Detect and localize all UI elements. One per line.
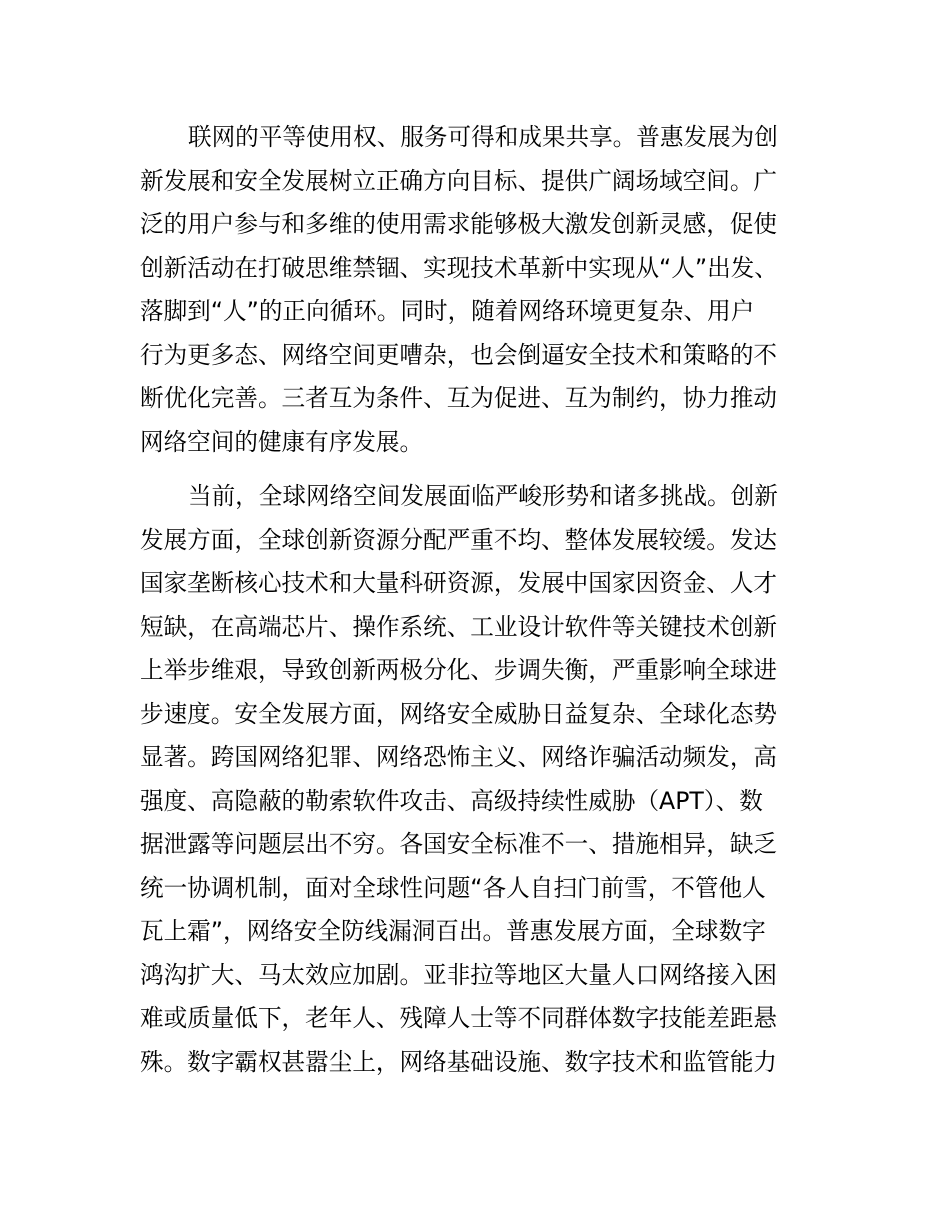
paragraph-1-line: 创新活动在打破思维禁锢、实现技术革新中实现从“人”出发、 [140,253,778,282]
paragraph-1-line: 新发展和安全发展树立正确方向目标、提供广阔场域空间。广 [140,166,778,195]
paragraph-2-line: 瓦上霜”，网络安全防线漏洞百出。普惠发展方面，全球数字 [140,917,766,945]
document-body [140,116,820,1084]
paragraph-2-line: 国家垄断核心技术和大量科研资源，发展中国家因资金、人才 [140,569,778,597]
paragraph-1-line: 断优化完善。三者互为条件、互为促进、互为制约，协力推动 [140,384,778,412]
paragraph-2-line: 上举步维艰，导致创新两极分化、步调失衡，严重影响全球进 [140,656,778,684]
paragraph-1-line: 联网的平等使用权、服务可得和成果共享。普惠发展为创 [188,123,778,151]
paragraph-2-line: 据泄露等问题层出不穷。各国安全标准不一、措施相异，缺乏 [140,830,778,858]
paragraph-2-line: 显著。跨国网络犯罪、网络恐怖主义、网络诈骗活动频发，高 [140,743,778,771]
paragraph-1-line: 行为更多态、网络空间更嘈杂，也会倒逼安全技术和策略的不 [140,340,778,369]
paragraph-spacer [140,464,820,475]
paragraph-2-line: 短缺，在高端芯片、操作系统、工业设计软件等关键技术创新 [140,612,778,641]
paragraph-2-line: 强度、高隐蔽的勒索软件攻击、高级持续性威胁（APT）、数 [140,786,763,815]
paragraph-2-line: 鸿沟扩大、马太效应加剧。亚非拉等地区大量人口网络接入困 [140,960,778,989]
paragraph-1-line: 泛的用户参与和多维的使用需求能够极大激发创新灵感，促使 [140,210,778,238]
paragraph-2-line: 步速度。安全发展方面，网络安全威胁日益复杂、全球化态势 [140,699,778,728]
paragraph-1-line: 网络空间的健康有序发展。 [140,427,424,456]
paragraph-2-line: 统一协调机制，面对全球性问题“各人自扫门前雪，不管他人 [140,873,766,902]
paragraph-2-line: 当前，全球网络空间发展面临严峻形势和诸多挑战。创新 [188,482,778,510]
paragraph-2-line: 殊。数字霸权甚嚣尘上，网络基础设施、数字技术和监管能力 [140,1047,778,1076]
paragraph-2-line: 发展方面，全球创新资源分配严重不均、整体发展较缓。发达 [140,525,778,554]
paragraph-1-line: 落脚到“人”的正向循环。同时，随着网络环境更复杂、用户 [140,297,755,325]
paragraph-2-line: 难或质量低下，老年人、残障人士等不同群体数字技能差距悬 [140,1004,778,1032]
